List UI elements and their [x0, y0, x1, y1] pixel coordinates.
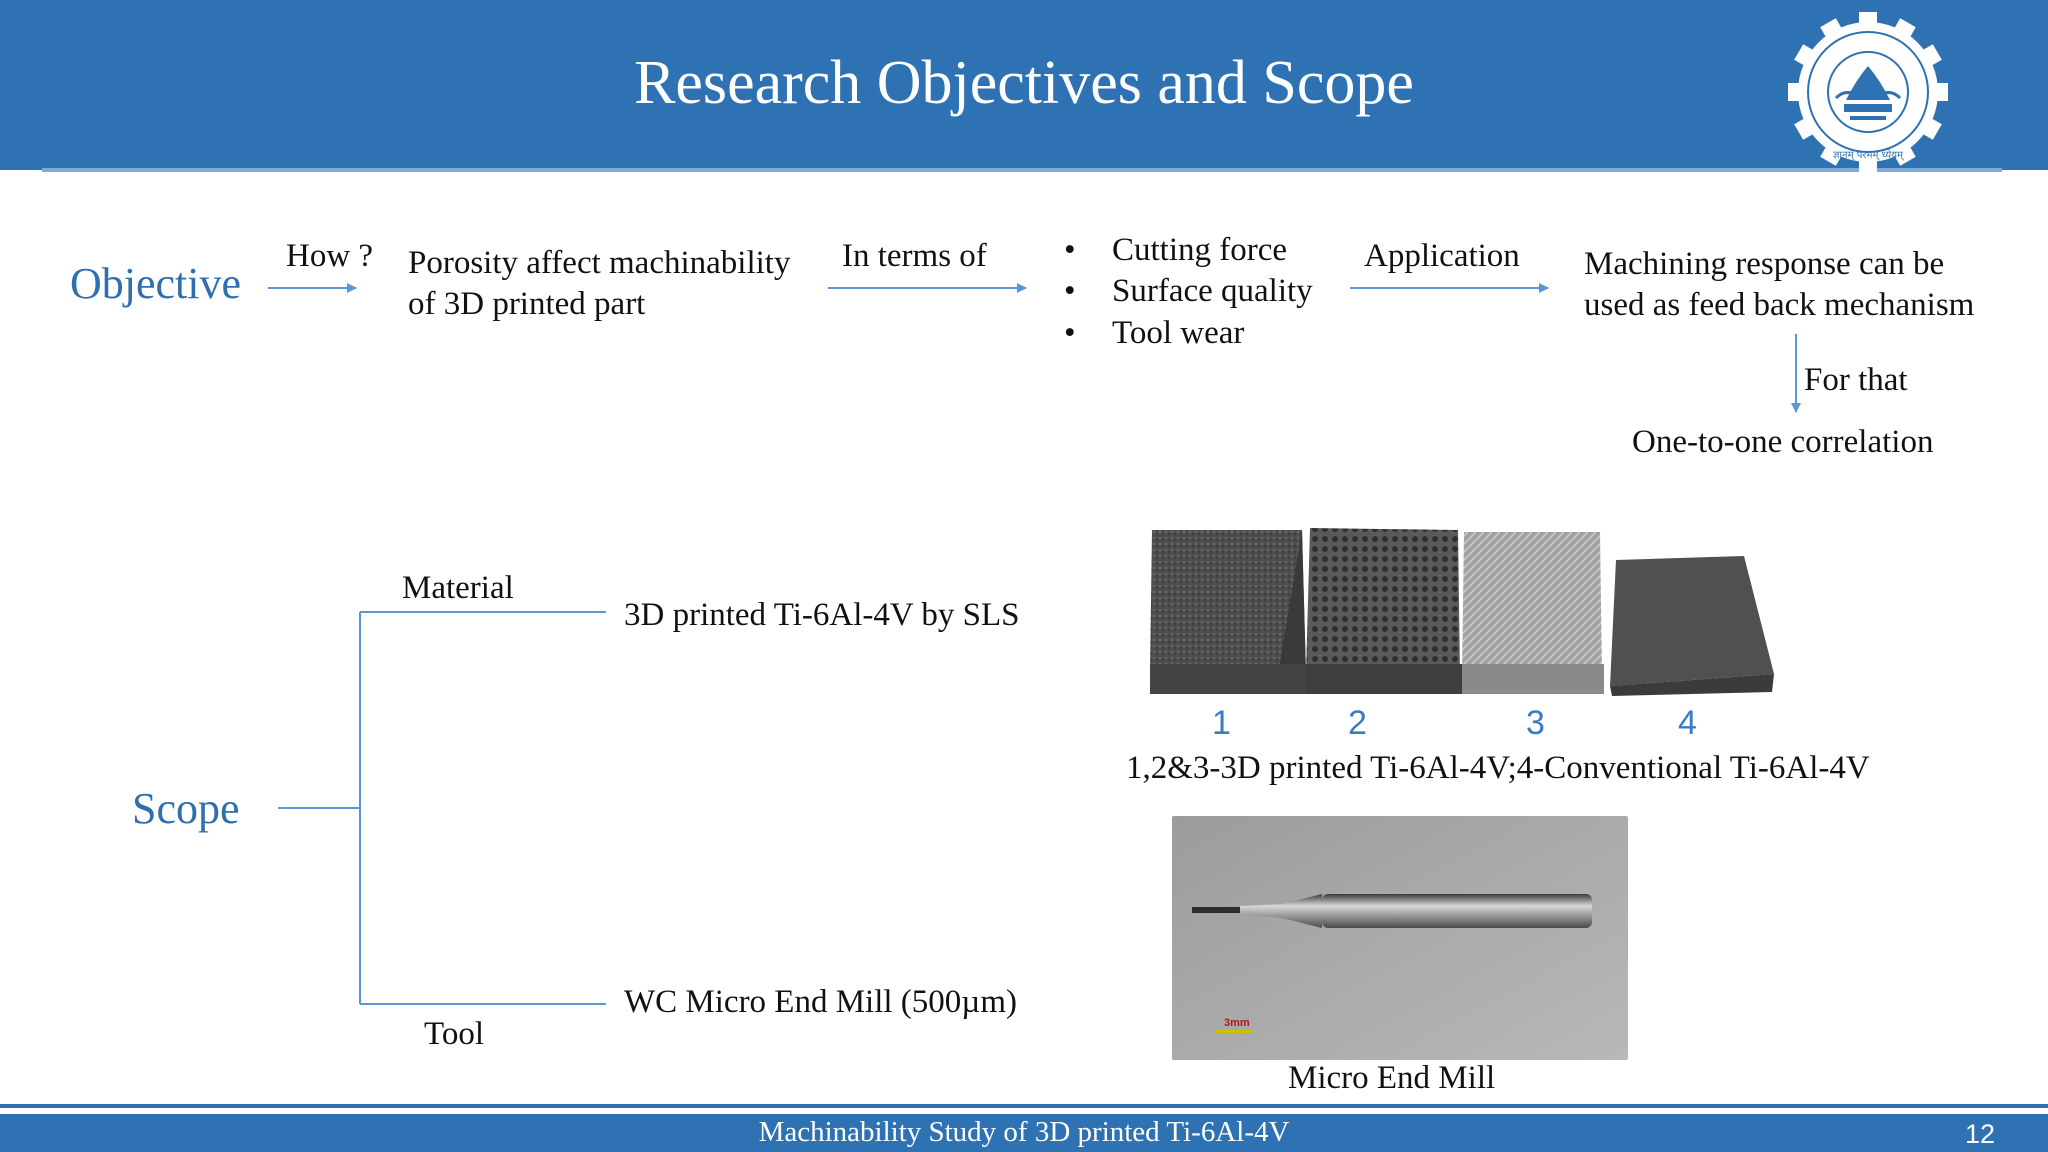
scale-bar-label: 3mm	[1224, 1017, 1250, 1029]
footer-text: Machinability Study of 3D printed Ti-6Al-4V	[758, 1116, 1290, 1148]
sample-number-2: 2	[1348, 704, 1367, 742]
correlation-label: One-to-one correlation	[1632, 424, 1934, 460]
criteria-item: • Cutting force	[1064, 230, 1313, 271]
tool-label: Tool	[424, 1016, 485, 1052]
sample-3-base	[1462, 664, 1604, 694]
criteria-item: • Surface quality	[1064, 271, 1313, 312]
end-mill-caption: Micro End Mill	[1288, 1060, 1496, 1096]
samples-photo	[1140, 524, 1780, 700]
material-label: Material	[402, 570, 514, 606]
porosity-line-1: Porosity affect machinability	[408, 245, 791, 281]
sample-2-base	[1306, 664, 1462, 694]
page-number: 12	[1964, 1119, 1996, 1149]
machining-line-1: Machining response can be	[1584, 246, 1945, 282]
scope-label: Scope	[132, 784, 240, 833]
sample-2-top	[1306, 528, 1460, 674]
sample-number-4: 4	[1678, 704, 1697, 742]
sample-1-base	[1150, 664, 1306, 694]
sample-4-top	[1610, 556, 1774, 686]
porosity-line-2: of 3D printed part	[408, 286, 646, 322]
how-label: How ?	[286, 238, 374, 274]
sample-3-top	[1462, 532, 1602, 674]
slide-title: Research Objectives and Scope	[634, 49, 1414, 117]
footer-divider	[0, 1104, 2048, 1108]
end-mill-photo	[1172, 816, 1628, 1060]
sample-number-1: 1	[1212, 704, 1231, 742]
in-terms-of-label: In terms of	[842, 238, 987, 274]
for-that-label: For that	[1804, 362, 1908, 398]
application-label: Application	[1364, 238, 1520, 274]
samples-caption: 1,2&3-3D printed Ti-6Al-4V;4-Conventional Ti-6Al-4V	[1126, 750, 1870, 786]
sample-number-3: 3	[1526, 704, 1545, 742]
objective-label: Objective	[70, 259, 242, 308]
criteria-item: • Tool wear	[1064, 313, 1313, 354]
tool-value: WC Micro End Mill (500µm)	[624, 984, 1017, 1020]
material-value: 3D printed Ti-6Al-4V by SLS	[624, 597, 1020, 633]
logo-motto: ज्ञानम् परमम् ध्येयम्	[1833, 150, 1903, 161]
machining-line-2: used as feed back mechanism	[1584, 287, 1975, 323]
